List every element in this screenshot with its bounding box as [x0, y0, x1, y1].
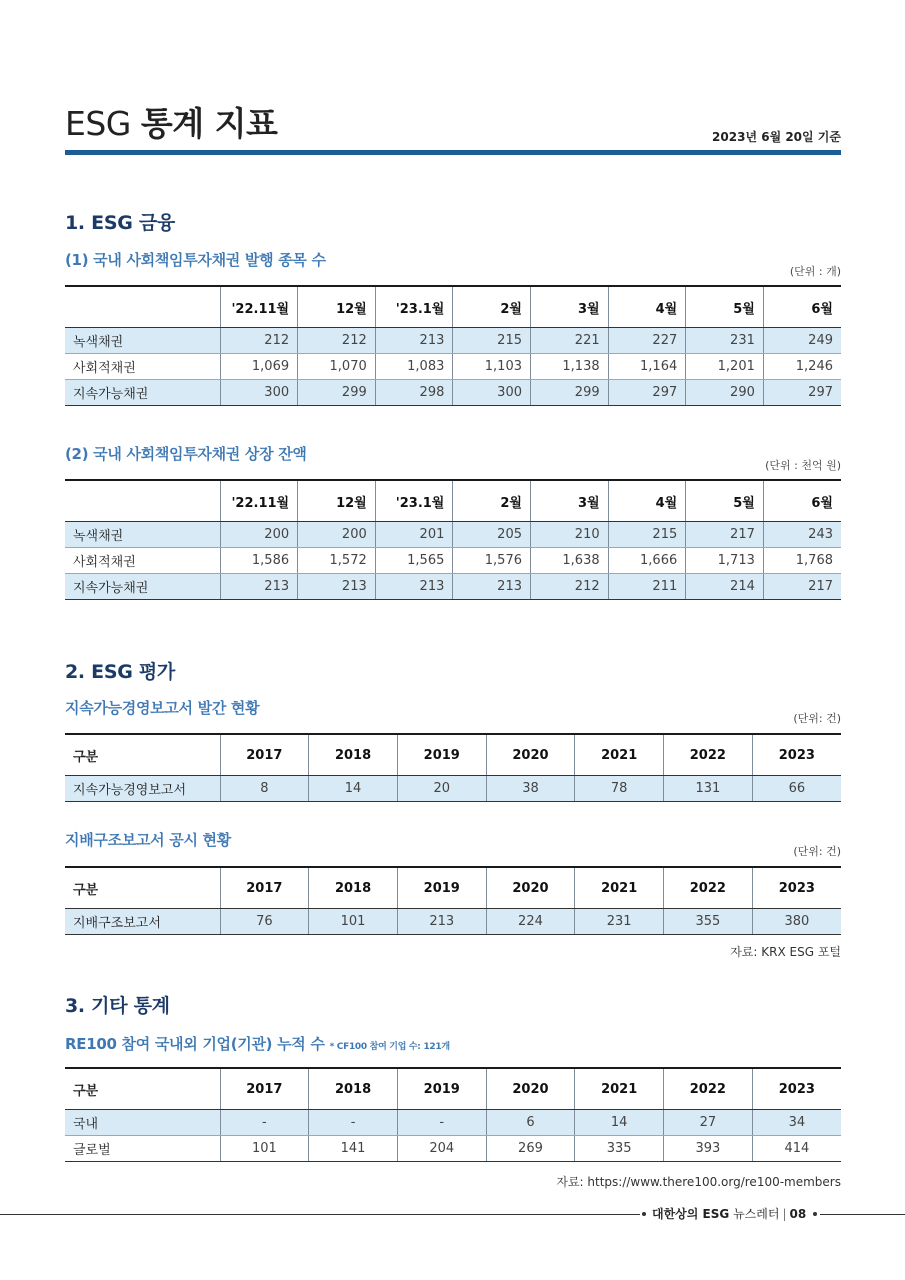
table-cell: 221 [531, 328, 609, 354]
table-cell: 393 [664, 1136, 753, 1162]
table-header-row [65, 286, 841, 328]
table-cell: 34 [752, 1110, 841, 1136]
header-cell: 구분 [65, 1068, 220, 1110]
header-cell: 2022 [664, 867, 753, 909]
table-cell: 213 [298, 574, 376, 600]
footer-rule-right [820, 1214, 905, 1215]
header-cell: 2018 [309, 734, 398, 776]
row-label: 녹색채권 [65, 522, 220, 548]
table-cell: 380 [752, 909, 841, 935]
table-cell: 231 [575, 909, 664, 935]
table-cell: 213 [453, 574, 531, 600]
page-number: 08 [789, 1207, 807, 1221]
table-cell: 249 [763, 328, 841, 354]
table-cell: 1,103 [453, 354, 531, 380]
table-cell: - [220, 1110, 309, 1136]
table-cell: 1,070 [298, 354, 376, 380]
table-cell: 78 [575, 776, 664, 802]
header-cell: 2022 [664, 734, 753, 776]
table-header-row [65, 867, 841, 909]
header-cell: '22.11월 [220, 480, 298, 522]
table-row [65, 1136, 841, 1162]
table-cell: 20 [397, 776, 486, 802]
table-cell: 101 [309, 909, 398, 935]
section-title-other-stats: 3. 기타 통계 [65, 995, 170, 1017]
row-label: 지속가능채권 [65, 380, 220, 406]
table-cell: 204 [397, 1136, 486, 1162]
table-cell: 66 [752, 776, 841, 802]
table-cell: 217 [763, 574, 841, 600]
table-header-row [65, 480, 841, 522]
table-cell: 213 [375, 328, 453, 354]
table-cell: 297 [763, 380, 841, 406]
table-cell: 205 [453, 522, 531, 548]
table-cell: 217 [686, 522, 764, 548]
bond-listed-balance-table [65, 479, 841, 600]
table-cell: 6 [486, 1110, 575, 1136]
table-cell: 1,666 [608, 548, 686, 574]
table-cell: 224 [486, 909, 575, 935]
footer-rule-left [0, 1214, 640, 1215]
table-row [65, 380, 841, 406]
row-label: 지배구조보고서 [65, 909, 220, 935]
header-cell: 3월 [531, 480, 609, 522]
table-cell: 213 [375, 574, 453, 600]
header-cell: 2021 [575, 1068, 664, 1110]
table-cell: 213 [220, 574, 298, 600]
table-cell: 299 [298, 380, 376, 406]
unit-label: (단위: 건) [793, 845, 841, 858]
header-cell: 4월 [608, 286, 686, 328]
unit-label: (단위 : 천억 원) [765, 459, 841, 472]
table-row [65, 328, 841, 354]
table-cell: 8 [220, 776, 309, 802]
table-cell: 200 [220, 522, 298, 548]
header-cell: 6월 [763, 286, 841, 328]
header-cell [65, 286, 220, 328]
subtitle-sustainability-report: 지속가능경영보고서 발간 현황 [65, 699, 260, 717]
page-title-main: 통계 지표 [140, 104, 278, 143]
header-cell: 2월 [453, 286, 531, 328]
table-cell: 212 [531, 574, 609, 600]
table-row [65, 574, 841, 600]
header-cell: 2019 [397, 734, 486, 776]
table-cell: 299 [531, 380, 609, 406]
row-label: 녹색채권 [65, 328, 220, 354]
table-cell: 414 [752, 1136, 841, 1162]
table-cell: 1,713 [686, 548, 764, 574]
table-cell: 14 [575, 1110, 664, 1136]
header-cell: 2023 [752, 1068, 841, 1110]
table-cell: 300 [453, 380, 531, 406]
footer-separator: | [782, 1207, 787, 1221]
footer-publication [652, 1205, 806, 1222]
header-cell: 12월 [298, 480, 376, 522]
header-cell: 2023 [752, 867, 841, 909]
header-cell: 2017 [220, 1068, 309, 1110]
row-label: 글로벌 [65, 1136, 220, 1162]
table-cell: 1,083 [375, 354, 453, 380]
header-cell: 2월 [453, 480, 531, 522]
table-cell: 243 [763, 522, 841, 548]
table-cell: 1,576 [453, 548, 531, 574]
re100-table [65, 1067, 841, 1162]
source-link: 자료: https://www.there100.org/re100-members [556, 1175, 841, 1189]
header-cell: '23.1월 [375, 480, 453, 522]
header-cell: 2019 [397, 867, 486, 909]
table-row [65, 776, 841, 802]
cf100-note: * CF100 참여 기업 수: 121개 [329, 1042, 450, 1052]
subtitle-bond-issuance-count: (1) 국내 사회책임투자채권 발행 종목 수 [65, 251, 326, 269]
header-cell: 4월 [608, 480, 686, 522]
table-cell: 212 [298, 328, 376, 354]
header-cell: 2018 [309, 1068, 398, 1110]
table-cell: 290 [686, 380, 764, 406]
table-cell: 201 [375, 522, 453, 548]
table-cell: 1,246 [763, 354, 841, 380]
row-label: 사회적채권 [65, 354, 220, 380]
table-cell: 300 [220, 380, 298, 406]
table-row [65, 909, 841, 935]
subtitle-re100 [65, 1033, 450, 1054]
header-cell: 2019 [397, 1068, 486, 1110]
unit-label: (단위: 건) [793, 712, 841, 725]
header-cell: 2021 [575, 734, 664, 776]
table-cell: - [309, 1110, 398, 1136]
header-cell: 구분 [65, 867, 220, 909]
title-divider [65, 150, 841, 155]
table-cell: 27 [664, 1110, 753, 1136]
header-cell: 2018 [309, 867, 398, 909]
header-cell: 2017 [220, 734, 309, 776]
table-row [65, 1110, 841, 1136]
table-cell: 200 [298, 522, 376, 548]
table-cell: 1,069 [220, 354, 298, 380]
footer-publication-type: 뉴스레터 [733, 1207, 780, 1221]
header-cell: 2021 [575, 867, 664, 909]
header-cell: 6월 [763, 480, 841, 522]
header-cell: 12월 [298, 286, 376, 328]
unit-label: (단위 : 개) [789, 265, 841, 278]
header-cell [65, 480, 220, 522]
table-cell: 1,768 [763, 548, 841, 574]
sustainability-report-table [65, 733, 841, 802]
subtitle-governance-report: 지배구조보고서 공시 현황 [65, 831, 231, 849]
table-cell: 1,638 [531, 548, 609, 574]
section-title-esg-evaluation: 2. ESG 평가 [65, 661, 175, 683]
table-cell: 38 [486, 776, 575, 802]
table-cell: 1,586 [220, 548, 298, 574]
footer-dot-left [642, 1212, 646, 1216]
table-cell: 210 [531, 522, 609, 548]
table-row [65, 354, 841, 380]
table-cell: 1,565 [375, 548, 453, 574]
table-cell: 215 [453, 328, 531, 354]
table-cell: 101 [220, 1136, 309, 1162]
header-cell: 2017 [220, 867, 309, 909]
source-note: 자료: KRX ESG 포털 [730, 945, 841, 959]
header-cell: 5월 [686, 286, 764, 328]
table-cell: 1,138 [531, 354, 609, 380]
subtitle-bond-listed-balance: (2) 국내 사회책임투자채권 상장 잔액 [65, 445, 307, 463]
page-title-prefix: ESG [65, 104, 131, 143]
table-cell: 212 [220, 328, 298, 354]
footer-dot-right [813, 1212, 817, 1216]
row-label: 사회적채권 [65, 548, 220, 574]
table-header-row [65, 734, 841, 776]
table-cell: 131 [664, 776, 753, 802]
table-cell: 269 [486, 1136, 575, 1162]
header-cell: 2022 [664, 1068, 753, 1110]
bond-issuance-count-table [65, 285, 841, 406]
table-cell: 355 [664, 909, 753, 935]
table-cell: 227 [608, 328, 686, 354]
table-header-row [65, 1068, 841, 1110]
header-cell: 3월 [531, 286, 609, 328]
header-cell: 구분 [65, 734, 220, 776]
table-cell: 297 [608, 380, 686, 406]
page-title [65, 98, 277, 150]
table-cell: 1,201 [686, 354, 764, 380]
header-cell: 2023 [752, 734, 841, 776]
table-cell: 214 [686, 574, 764, 600]
table-cell: 298 [375, 380, 453, 406]
table-cell: 1,164 [608, 354, 686, 380]
table-row [65, 548, 841, 574]
header-cell: 2020 [486, 734, 575, 776]
table-cell: 211 [608, 574, 686, 600]
header-cell: 2020 [486, 867, 575, 909]
table-cell: 141 [309, 1136, 398, 1162]
table-cell: 215 [608, 522, 686, 548]
header-cell: 5월 [686, 480, 764, 522]
table-row [65, 522, 841, 548]
section-title-esg-finance: 1. ESG 금융 [65, 212, 175, 234]
table-cell: 213 [397, 909, 486, 935]
table-cell: - [397, 1110, 486, 1136]
row-label: 지속가능채권 [65, 574, 220, 600]
footer-publication-name: 대한상의 ESG [652, 1207, 730, 1221]
header-cell: '23.1월 [375, 286, 453, 328]
reference-date: 2023년 6월 20일 기준 [712, 130, 841, 144]
header-cell: 2020 [486, 1068, 575, 1110]
table-cell: 76 [220, 909, 309, 935]
table-cell: 14 [309, 776, 398, 802]
table-cell: 1,572 [298, 548, 376, 574]
table-cell: 231 [686, 328, 764, 354]
governance-report-table [65, 866, 841, 935]
header-cell: '22.11월 [220, 286, 298, 328]
row-label: 지속가능경영보고서 [65, 776, 220, 802]
re100-subtitle-text: RE100 참여 국내외 기업(기관) 누적 수 [65, 1035, 325, 1053]
table-cell: 335 [575, 1136, 664, 1162]
row-label: 국내 [65, 1110, 220, 1136]
